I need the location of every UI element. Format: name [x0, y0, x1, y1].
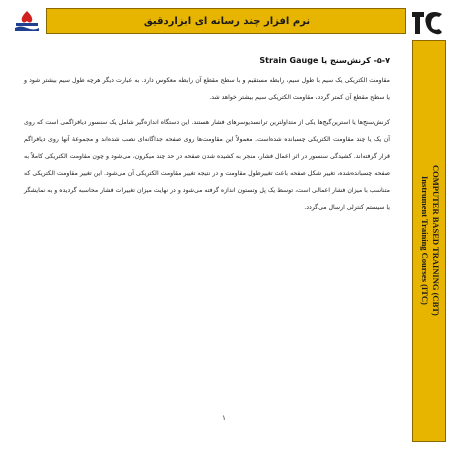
company-emblem-icon: [12, 10, 42, 32]
main-content: [14, 42, 404, 216]
header-title: نرم افزار چند رسانه ای ابزاردقیق: [143, 16, 311, 27]
header-bar: [46, 8, 406, 34]
section-heading: ۵-۷- کرنش‌سنج یا Strain Gauge: [259, 56, 390, 65]
side-banner-text: [417, 120, 441, 360]
side-banner-line2: Instrument Training Courses (ITC): [420, 175, 430, 305]
ttc-logo-icon: [408, 8, 446, 38]
paragraph-1-text: مقاومت الکتریکی یک سیم با طول سیم، رابطه مستقیم و با سطح مقطع آن رابطه معکوس دارد. به عبارت دیگر هرچه طول سیم بیشتر شود و یا سطح مقطع آن کمتر گردد، مقاومت الکتریکی سیم بیشتر خواهد شد.: [24, 77, 390, 101]
paragraph-2-text: کرنش‌سنج‌ها یا استرین‌گیج‌ها یکی از متداولترین ترانسدیوسرهای فشار هستند. این دستگاه اندازه‌گیر شامل یک سنسور دیافراگمی است که روی آن یک یا چند مقاومت الکتریکی چسبانده شده‌است. معمولاً این مقاومت‌ها روی صفحه جداگانه‌ای نصب شده‌اند و مجموعهٔ آنها روی دیافراگم قرار گرفته‌اند. کشیدگی سنسور در اثر اعمال فشار، منجر به کشیده شدن صفحه در حد چند میکرون، می‌شود و چون مقاومت الکتریکی کاملاً به صفحه چسبانده‌شده، تغییر شکل صفحه باعث تغییرطول مقاومت و در نتیجه تغییر مقاومت الکتریکی آن می‌شود. این تغییر مقاومت الکتریکی که متناسب با میزان فشار اعمالی است، توسط یک پل وتستون اندازه گرفته می‌شود و در نهایت میزان تغییرات فشار محاسبه گردیده و به نمایشگر یا سیستم کنترلی ارسال می‌گردد.: [24, 119, 390, 211]
paragraph-1: [14, 72, 404, 106]
page-number: ۱: [222, 414, 226, 422]
side-banner-line1: COMPUTER BASED TRAINING (CBT): [431, 164, 441, 316]
paragraph-2: [14, 114, 404, 216]
